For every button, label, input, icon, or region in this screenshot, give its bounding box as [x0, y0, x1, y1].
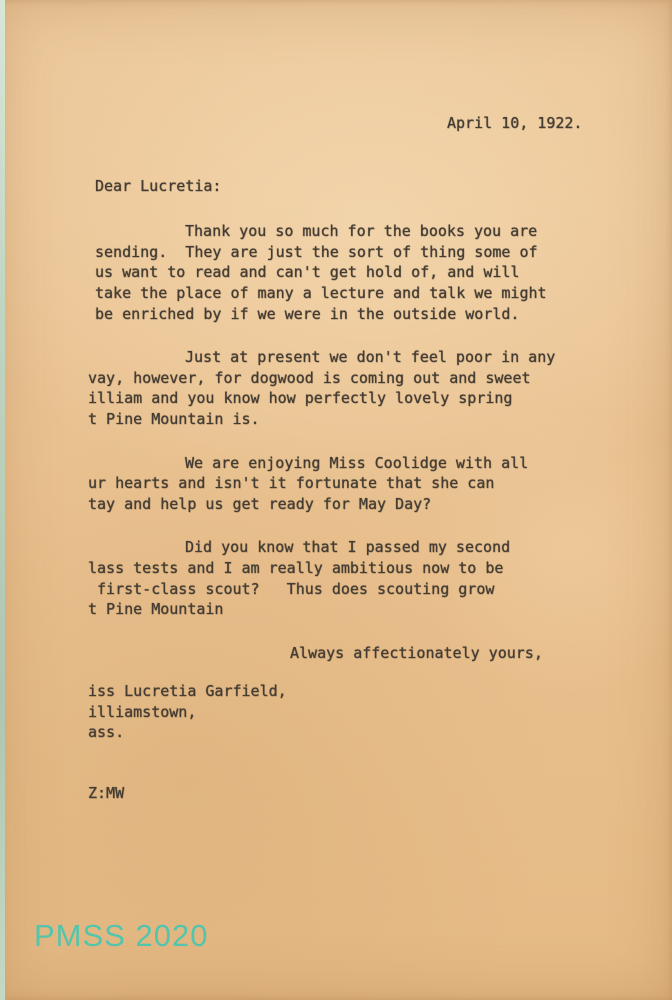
letter-line: lass tests and I am really ambitious now to be [88, 558, 504, 577]
letter-line: ur hearts and isn't it fortunate that she can [88, 474, 495, 493]
letter-line: t Pine Mountain is. [88, 409, 260, 428]
paragraph-4 [88, 537, 672, 619]
paragraph-1 [95, 221, 672, 324]
letter-line: vay, however, for dogwood is coming out and sweet [88, 368, 531, 387]
letter-line: Did you know that I passed my second [185, 538, 511, 557]
letter-line: illiam and you know how perfectly lovely spring [88, 389, 513, 408]
closing: Always affectionately yours, [290, 643, 543, 662]
watermark: PMSS 2020 [34, 918, 209, 953]
letter-line: us want to read and can't get hold of, and will [95, 263, 520, 282]
letter-line: We are enjoying Miss Coolidge with all [185, 453, 529, 472]
salutation: Dear Lucretia: [95, 176, 222, 195]
recipient-line: iss Lucretia Garfield, [88, 682, 287, 701]
letter-line: first-class scout? Thus does scouting grow [88, 579, 495, 598]
letter-line: tay and help us get ready for May Day? [88, 494, 432, 513]
letter-line: sending. They are just the sort of thing some of [95, 242, 538, 261]
letter-line: take the place of many a lecture and talk we might [95, 283, 547, 302]
recipient-block [88, 681, 672, 743]
letter-line: Thank you so much for the books you are [185, 222, 538, 241]
letter-date: April 10, 1922. [447, 114, 583, 132]
letter-body [88, 0, 672, 804]
scan-edge-strip [0, 0, 5, 1000]
letter-line: Just at present we don't feel poor in any [185, 348, 556, 367]
letter-line: be enriched by if we were in the outside world. [95, 304, 520, 323]
letter-line: t Pine Mountain [88, 600, 224, 619]
typist-initials: Z:MW [88, 784, 125, 803]
recipient-line: illiamstown, [88, 702, 197, 721]
paragraph-2 [88, 347, 672, 429]
recipient-line: ass. [88, 723, 125, 742]
paragraph-3 [88, 453, 672, 515]
